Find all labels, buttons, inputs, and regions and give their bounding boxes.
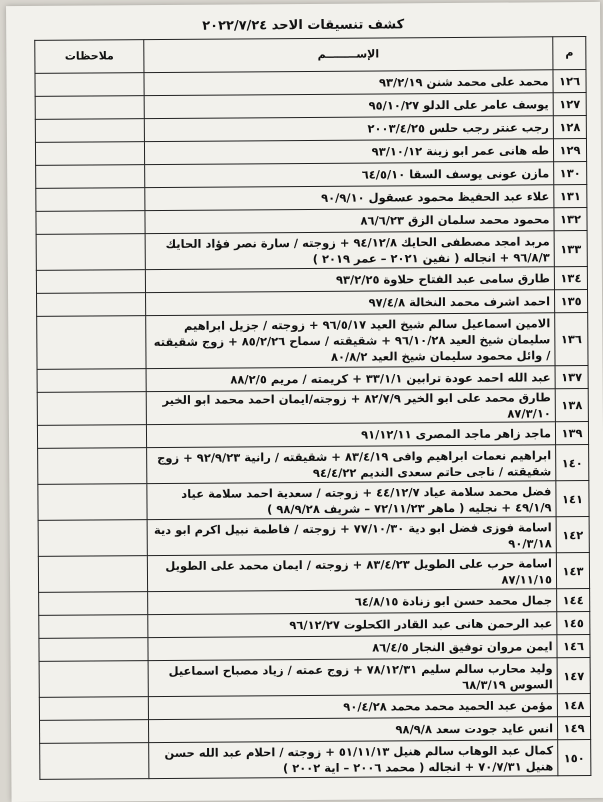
row-name bbox=[147, 481, 556, 520]
row-notes bbox=[38, 520, 147, 557]
row-name-text: محمد على محمد شنن ٩٣/٢/١٩ bbox=[378, 74, 549, 90]
row-notes bbox=[36, 270, 145, 294]
table-row bbox=[38, 481, 589, 521]
row-name bbox=[145, 267, 554, 293]
row-number: ١٤٩ bbox=[557, 717, 590, 740]
header-name: الإســــــــم bbox=[144, 37, 553, 73]
row-name bbox=[146, 422, 555, 448]
table-row bbox=[37, 313, 588, 370]
row-notes bbox=[40, 743, 149, 780]
row-number: ١٣٩ bbox=[555, 422, 588, 445]
row-name bbox=[148, 635, 557, 661]
row-notes bbox=[35, 96, 144, 120]
row-name-text: طارق سامى عبد الفتاح حلاوة ٩٣/٢/٢٥ bbox=[335, 271, 550, 287]
table-row bbox=[36, 231, 587, 271]
row-name-text: فضل محمد سلامة عياد ٤٤/١٢/٧ + زوجته / سعدية احمد سلامة عياد ٤٩/١/٩ + نجليه ( ماهر ٧٢/١١/٢٣ – شريف ٩٨/٩/٢٨ ) bbox=[177, 483, 552, 516]
row-number: ١٤٣ bbox=[556, 553, 589, 589]
table-row bbox=[38, 517, 589, 557]
row-name bbox=[148, 612, 557, 638]
row-name-text: ماجد زاهر ماجد المصرى ٩١/١٢/١١ bbox=[361, 426, 552, 442]
paper-sheet bbox=[6, 2, 603, 802]
row-notes bbox=[36, 165, 145, 189]
row-notes bbox=[39, 697, 148, 721]
row-number: ١٢٨ bbox=[553, 116, 586, 139]
row-name bbox=[147, 517, 556, 556]
row-notes bbox=[38, 556, 147, 593]
row-name bbox=[147, 445, 556, 484]
row-number: ١٣٣ bbox=[554, 231, 587, 267]
row-notes bbox=[37, 293, 146, 317]
row-name bbox=[146, 290, 555, 316]
row-name-text: محمود محمد سلمان الزق ٨٦/٦/٢٣ bbox=[360, 212, 550, 228]
row-number: ١٤٧ bbox=[557, 658, 590, 694]
row-name-text: عبد الله احمد عودة ترابين ٣٣/١/١ + كريمته / مريم ٨٨/٢/٥ bbox=[230, 370, 551, 387]
row-notes bbox=[36, 234, 145, 271]
row-name-text: وليد محارب سالم سليم ٧٨/١٢/٣١ + زوج عمته / زياد مصباح اسماعيل السوس ٦٨/٣/١٩ bbox=[164, 660, 553, 692]
row-name-text: رجب عنتر رجب حلس ٢٠٠٣/٤/٢٥ bbox=[367, 120, 549, 136]
row-notes bbox=[39, 638, 148, 662]
document-title: كشف تنسيقات الاحد ٢٠٢٢/٧/٢٤ bbox=[202, 17, 405, 34]
row-notes bbox=[37, 369, 146, 393]
row-name-text: احمد اشرف محمد النخالة ٩٧/٤/٨ bbox=[368, 294, 551, 310]
header-number: م bbox=[553, 37, 586, 70]
row-number: ١٣١ bbox=[554, 185, 587, 208]
row-name bbox=[144, 70, 553, 96]
row-number: ١٣٤ bbox=[554, 267, 587, 290]
names-table bbox=[34, 36, 591, 780]
row-name bbox=[145, 231, 554, 270]
row-name bbox=[148, 717, 557, 743]
row-notes bbox=[35, 142, 144, 166]
table-header-row bbox=[35, 37, 586, 74]
row-number: ١٤٠ bbox=[556, 445, 589, 481]
row-name-text: علاء عبد الحفيظ محمود عسقول ٩٠/٩/١٠ bbox=[321, 189, 550, 205]
row-notes bbox=[39, 720, 148, 744]
row-number: ١٤٢ bbox=[556, 517, 589, 553]
row-number: ١٤٥ bbox=[557, 612, 590, 635]
row-number: ١٢٧ bbox=[553, 93, 586, 116]
row-number: ١٢٩ bbox=[553, 139, 586, 162]
row-name-text: عبد الرحمن هانى عبد القادر الكحلوت ٩٦/١٢/٢٧ bbox=[289, 616, 553, 633]
row-notes bbox=[37, 425, 146, 449]
row-number: ١٣٠ bbox=[554, 162, 587, 185]
row-name-text: الامين اسماعيل سالم شيخ العيد ٩٦/٥/١٧ + زوجته / جزيل ابراهيم سليمان شيخ العيد ٩٦/١٠/٢٨ + شقيقته / سماح ٨٥/٢/٢٦ + زوج شقيقته / وائل محمود سليمان شيخ العيد ٨٠/٨/٢ bbox=[149, 316, 551, 364]
row-name-text: مؤمن عبد الحميد محمد محمد ٩٠/٤/٢٨ bbox=[343, 698, 553, 714]
row-name bbox=[146, 366, 555, 392]
table-row bbox=[40, 740, 591, 780]
row-number: ١٣٨ bbox=[555, 389, 588, 422]
row-number: ١٤٤ bbox=[557, 589, 590, 612]
table-row bbox=[38, 553, 589, 593]
table-row bbox=[37, 389, 588, 426]
row-name bbox=[149, 740, 558, 779]
table-row bbox=[39, 658, 590, 698]
row-name-text: مازن عونى يوسف السقا ٦٤/٥/١٠ bbox=[361, 166, 550, 182]
row-name bbox=[148, 658, 557, 697]
row-name-text: ابراهيم نعمات ابراهيم وافى ٨٣/٤/١٩ + شقيقته / رانية ٩٢/٩/٢٣ + زوج شقيقته / ناجى حاتم سعدى النديم ٩٤/٤/٢٢ bbox=[153, 447, 552, 480]
row-name-text: مربد امجد مصطفى الحايك ٩٤/١٢/٨ + زوجته / سارة نصر فؤاد الحايك ٩٦/٨/٣ + انجاله ( نفين ٢٠٢١ – عمر ٢٠١٩ ) bbox=[161, 233, 550, 266]
row-name bbox=[144, 139, 553, 165]
row-number: ١٥٠ bbox=[558, 740, 591, 776]
row-name bbox=[145, 185, 554, 211]
row-name bbox=[144, 93, 553, 119]
row-name bbox=[146, 313, 555, 369]
row-name bbox=[146, 389, 555, 425]
row-name-text: يوسف عامر على الدلو ٩٥/١٠/٢٧ bbox=[368, 97, 549, 113]
row-name bbox=[148, 694, 557, 720]
row-name-text: انس عايد جودت سعد ٩٨/٩/٨ bbox=[395, 721, 554, 737]
row-name-text: ايمن مروان توفيق النجار ٨٦/٤/٥ bbox=[372, 639, 553, 655]
row-notes bbox=[37, 392, 146, 426]
table-row bbox=[38, 445, 589, 485]
row-name-text: اسامة فوزى فضل ابو دية ٧٧/١٠/٣٠ + زوجته / فاطمة نبيل اكرم ابو دية ٩٠/٣/١٨ bbox=[149, 519, 552, 551]
row-number: ١٣٧ bbox=[555, 366, 588, 389]
row-notes bbox=[35, 119, 144, 143]
row-name bbox=[144, 116, 553, 142]
row-notes bbox=[37, 316, 146, 370]
row-name bbox=[145, 208, 554, 234]
row-number: ١٣٥ bbox=[555, 290, 588, 313]
row-name-text: كمال عبد الوهاب سالم هنيل ٥١/١١/١٣ + زوجته / احلام عبد الله حسن هنيل ٧٠/٧/٣١ + انجاله ( محمد ٢٠٠٦ – اية ٢٠٠٢ ) bbox=[160, 742, 554, 775]
row-notes bbox=[38, 448, 147, 485]
row-notes bbox=[36, 188, 145, 212]
row-notes bbox=[38, 484, 147, 521]
row-number: ١٤١ bbox=[556, 481, 589, 517]
row-name bbox=[145, 162, 554, 188]
row-name-text: طارق محمد على ابو الخير ٨٢/٧/٩ + زوجته/ايمان احمد محمد ابو الخير ٨٧/٣/١٠ bbox=[158, 390, 551, 421]
row-number: ١٣٦ bbox=[555, 313, 588, 366]
row-name-text: اسامة حرب على الطويل ٨٣/٤/٢٣ + زوجته / ايمان محمد على الطويل ٨٧/١١/١٥ bbox=[161, 555, 553, 587]
row-number: ١٣٢ bbox=[554, 208, 587, 231]
row-notes bbox=[36, 211, 145, 235]
row-notes bbox=[39, 615, 148, 639]
row-notes bbox=[39, 661, 148, 698]
row-notes bbox=[39, 592, 148, 616]
row-name bbox=[148, 589, 557, 615]
row-number: ١٤٨ bbox=[557, 694, 590, 717]
row-name-text: جمال محمد حسن ابو زنادة ٦٤/٨/١٥ bbox=[354, 593, 553, 609]
row-name bbox=[147, 553, 556, 592]
row-notes bbox=[35, 73, 144, 97]
row-name-text: طه هانى عمر ابو زينة ٩٣/١٠/١٢ bbox=[371, 143, 550, 159]
row-number: ١٢٦ bbox=[553, 70, 586, 93]
row-number: ١٤٦ bbox=[557, 635, 590, 658]
header-notes: ملاحظات bbox=[35, 40, 144, 74]
